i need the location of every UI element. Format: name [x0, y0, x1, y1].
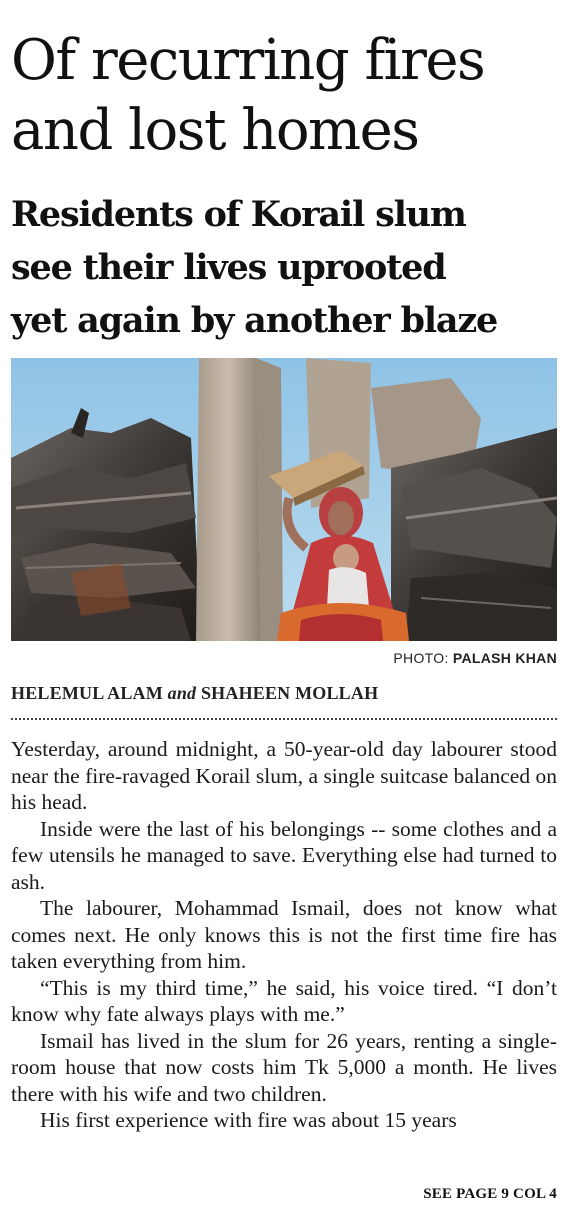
byline	[11, 683, 378, 704]
article-paragraph: His first experience with fire was about 15 years	[40, 1108, 457, 1132]
subheadline-line-1: Residents of Korail slum	[11, 194, 466, 235]
article-paragraph: Yesterday, around midnight, a 50-year-old day labourer stood near the fire-ravaged Korail slum, a single suitcase balanced on his head.	[11, 737, 557, 814]
fire-ruins-photo	[11, 358, 557, 641]
headline-line-2: and lost homes	[11, 98, 419, 163]
article-paragraph: The labourer, Mohammad Ismail, does not know what comes next. He only knows this is not the first time fire has taken everything from him.	[11, 896, 557, 973]
headline-line-1: Of recurring fires	[11, 28, 485, 93]
article-paragraph: Ismail has lived in the slum for 26 years, renting a single-room house that now costs him Tk 5,000 a month. He lives there with his wife and two children.	[11, 1028, 557, 1106]
article-paragraph: Inside were the last of his belongings -- some clothes and a few utensils he managed to save. Everything else had turned to ash.	[11, 816, 557, 894]
photo-credit	[393, 650, 557, 666]
byline-author-2: SHAHEEN MOLLAH	[200, 683, 379, 703]
byline-divider	[11, 718, 557, 720]
article-paragraph: “This is my third time,” he said, his voice tired. “I don’t know why fate always plays with me.”	[11, 975, 557, 1026]
headline	[11, 26, 559, 166]
subheadline-line-2: see their lives uprooted	[11, 247, 446, 288]
photo-credit-name: PALASH KHAN	[452, 650, 557, 666]
news-photo	[11, 358, 557, 641]
subheadline-line-3: yet again by another blaze	[11, 300, 498, 341]
continuation-jump: SEE PAGE 9 COL 4	[423, 1186, 557, 1202]
subheadline	[11, 188, 563, 347]
photo-credit-label: PHOTO:	[393, 650, 449, 666]
byline-connector: and	[167, 683, 197, 703]
article-body	[11, 736, 557, 1134]
byline-author-1: HELEMUL ALAM	[11, 683, 163, 703]
